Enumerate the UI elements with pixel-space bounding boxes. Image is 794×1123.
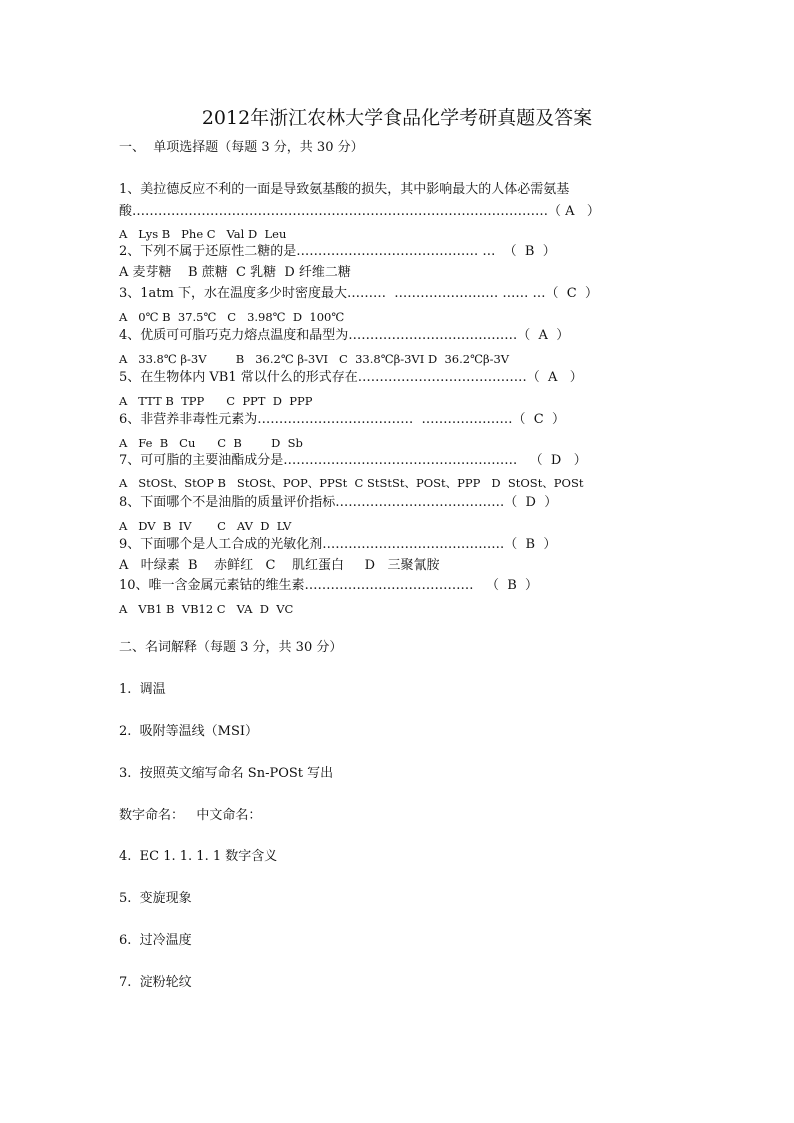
document-title: 2012年浙江农林大学食品化学考研真题及答案	[201, 107, 593, 129]
question-6-options: A Fe B Cu C B D Sb	[119, 436, 303, 450]
question-2-options: A 麦芽糖 B 蔗糖 C 乳糖 D 纤维二糖	[119, 265, 351, 280]
term-item: 1. 调温	[119, 682, 166, 697]
question-3-options: A 0℃ B 37.5℃ C 3.98℃ D 100℃	[119, 310, 345, 324]
question-8-stem: 8、下面哪个不是油脂的质量评价指标…………………………………（ D ）	[119, 495, 558, 510]
question-4-stem: 4、优质可可脂巧克力熔点温度和晶型为…………………………………（ A ）	[119, 328, 570, 343]
question-8-options: A DV B IV C AV D LV	[119, 519, 292, 533]
question-9-stem: 9、下面哪个是人工合成的光敏化剂……………………………………（ B ）	[119, 537, 557, 552]
question-3-stem: 3、1atm 下，水在温度多少时密度最大……… …………………… …… …（ C ）	[119, 286, 598, 301]
term-item: 7. 淀粉轮纹	[119, 975, 192, 990]
question-1-stem: 1、美拉德反应不利的一面是导致氨基酸的损失，其中影响最大的人体必需氨基	[119, 182, 570, 197]
question-5-options: A TTT B TPP C PPT D PPP	[119, 394, 313, 408]
term-item: 4. EC 1. 1. 1. 1 数字含义	[119, 849, 278, 864]
section2-heading: 二、名词解释（每题 3 分，共 30 分）	[119, 640, 343, 655]
term-item: 2. 吸附等温线（MSI）	[119, 724, 259, 739]
question-5-stem: 5、在生物体内 VB1 常以什么的形式存在…………………………………（ A ）	[119, 370, 583, 385]
answer-line-naming: 数字命名： 中文命名：	[119, 808, 262, 823]
question-10-options: A VB1 B VB12 C VA D VC	[119, 602, 294, 616]
question-7-options: A StOSt、StOP B StOSt、POP、PPSt C StStSt、POSt、PPP D StOSt、POSt	[119, 476, 584, 490]
question-4-options: A 33.8℃ β-3V B 36.2℃ β-3VI C 33.8℃β-3VI D 36.2℃β-3V	[119, 352, 510, 366]
question-6-stem: 6、非营养非毒性元素为……………………………… …………………（ C ）	[119, 412, 566, 427]
section1-heading: 一、 单项选择题（每题 3 分，共 30 分）	[119, 140, 364, 155]
term-item: 5. 变旋现象	[119, 891, 192, 906]
question-1-stem-cont: 酸……………………………………………………………………………………（ A ）	[119, 204, 600, 219]
question-9-options: A 叶绿素 B 赤鲜红 C 肌红蛋白 D 三聚氰胺	[119, 558, 440, 573]
question-7-stem: 7、可可脂的主要油酯成分是……………………………………………… （ D ）	[119, 453, 587, 468]
question-2-stem: 2、下列不属于还原性二糖的是…………………………………… … （ B ）	[119, 244, 556, 259]
term-item: 6. 过冷温度	[119, 933, 192, 948]
term-item: 3. 按照英文缩写命名 Sn-POSt 写出	[119, 766, 334, 781]
question-10-stem: 10、唯一含金属元素钴的维生素………………………………… （ B ）	[119, 578, 539, 593]
question-1-options: A Lys B Phe C Val D Leu	[119, 227, 287, 241]
